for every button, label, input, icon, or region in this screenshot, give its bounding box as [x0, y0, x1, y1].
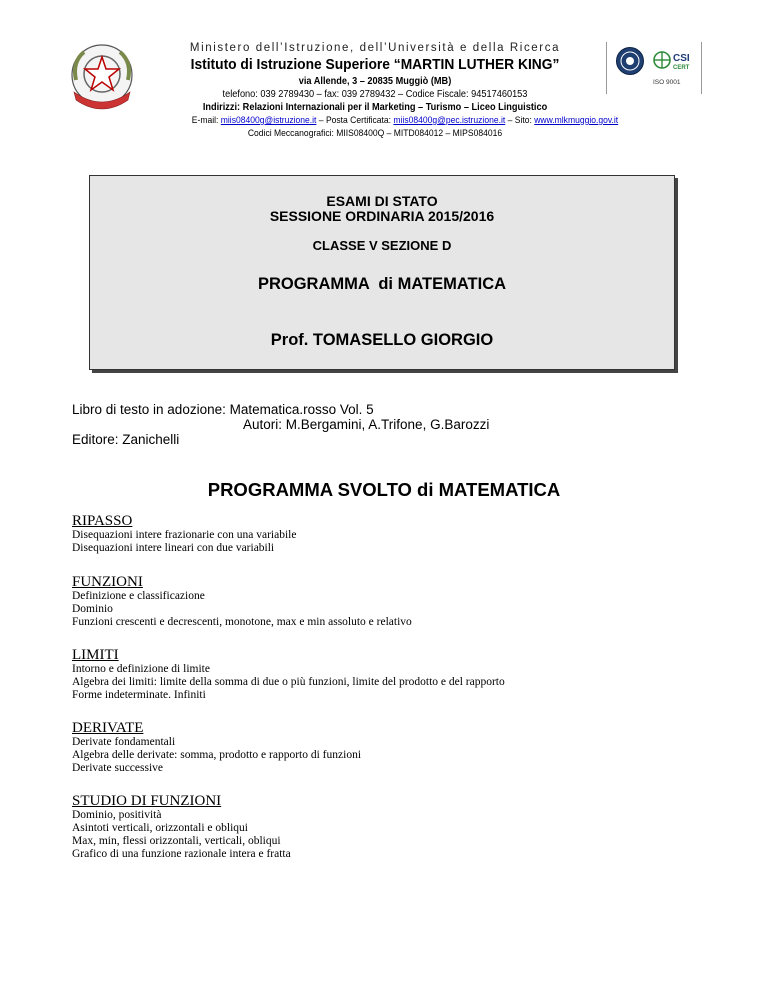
section-derivate	[72, 720, 361, 775]
pec-link[interactable]: miis08400g@pec.istruzione.it	[393, 115, 506, 126]
section-funzioni	[72, 574, 412, 629]
teacher-name: Prof. TOMASELLO GIORGIO	[270, 331, 494, 349]
program-heading: PROGRAMMA di MATEMATICA	[257, 275, 507, 293]
email-link[interactable]: miis08400g@istruzione.it	[220, 115, 317, 126]
contact-line	[140, 115, 671, 126]
publisher-line: Editore: Zanichelli	[72, 432, 180, 447]
section-title: FUNZIONI	[72, 574, 143, 590]
list-item: Intorno e definizione di limite	[72, 663, 210, 675]
institute-phone: telefono: 039 2789430 – fax: 039 2789432 – Codice Fiscale: 94517460153	[222, 89, 528, 100]
institute-courses: Indirizzi: Relazioni Internazionali per il Marketing – Turismo – Liceo Linguistico	[202, 102, 548, 113]
ministry-name: Ministero dell’Istruzione, dell’Università e della Ricerca	[189, 42, 561, 54]
certification-seal-icon	[615, 46, 645, 76]
session-heading: SESSIONE ORDINARIA 2015/2016	[269, 208, 495, 224]
csi-cert-logo-icon	[653, 48, 697, 74]
institute-address: via Allende, 3 – 20835 Muggiò (MB)	[298, 76, 452, 87]
list-item: Grafico di una funzione razionale intera e fratta	[72, 848, 291, 860]
list-item: Disequazioni intere lineari con due variabili	[72, 542, 275, 554]
list-item: Max, min, flessi orizzontali, verticali, obliqui	[72, 835, 281, 847]
list-item: Derivate successive	[72, 762, 164, 774]
authors-line: Autori: M.Bergamini, A.Trifone, G.Barozzi	[243, 417, 490, 432]
school-codes: Codici Meccanografici: MIIS08400Q – MITD084012 – MIPS084016	[247, 128, 503, 139]
list-item: Algebra delle derivate: somma, prodotto e rapporto di funzioni	[72, 749, 362, 761]
section-title: LIMITI	[72, 647, 119, 663]
list-item: Algebra dei limiti: limite della somma di due o più funzioni, limite del prodotto e del rapporto	[72, 676, 505, 688]
pec-prefix: – Posta Certificata:	[316, 115, 394, 126]
section-title: DERIVATE	[72, 720, 144, 736]
class-heading: CLASSE V SEZIONE D	[312, 238, 452, 253]
exam-heading: ESAMI DI STATO	[326, 193, 438, 209]
institute-name: Istituto di Istruzione Superiore “MARTIN LUTHER KING”	[190, 56, 560, 73]
list-item: Disequazioni intere frazionarie con una variabile	[72, 529, 297, 541]
exam-title-box	[89, 175, 675, 370]
section-ripasso	[72, 513, 296, 555]
iso-label: ISO 9001	[653, 79, 681, 86]
section-studio-di-funzioni	[72, 793, 291, 861]
republic-emblem-icon	[66, 40, 138, 114]
list-item: Funzioni crescenti e decrescenti, monotone, max e min assoluto e relativo	[72, 616, 412, 628]
list-item: Dominio, positività	[72, 809, 162, 821]
list-item: Dominio	[72, 603, 113, 615]
cert-text: CERT	[673, 65, 690, 71]
section-title: RIPASSO	[72, 513, 133, 529]
email-prefix: E-mail:	[191, 115, 221, 126]
website-link[interactable]: www.mlkmuggio.gov.it	[534, 115, 619, 126]
program-title: PROGRAMMA SVOLTO di MATEMATICA	[207, 479, 561, 500]
list-item: Asintoti verticali, orizzontali e obliqui	[72, 822, 248, 834]
list-item: Derivate fondamentali	[72, 736, 176, 748]
textbook-line: Libro di testo in adozione: Matematica.rosso Vol. 5	[72, 402, 374, 417]
list-item: Forme indeterminate. Infiniti	[72, 689, 206, 701]
list-item: Definizione e classificazione	[72, 590, 205, 602]
certification-logos	[606, 42, 702, 94]
website-prefix: – Sito:	[505, 115, 535, 126]
section-title: STUDIO DI FUNZIONI	[72, 793, 222, 809]
csi-text: CSI	[673, 53, 690, 64]
section-limiti	[72, 647, 505, 702]
